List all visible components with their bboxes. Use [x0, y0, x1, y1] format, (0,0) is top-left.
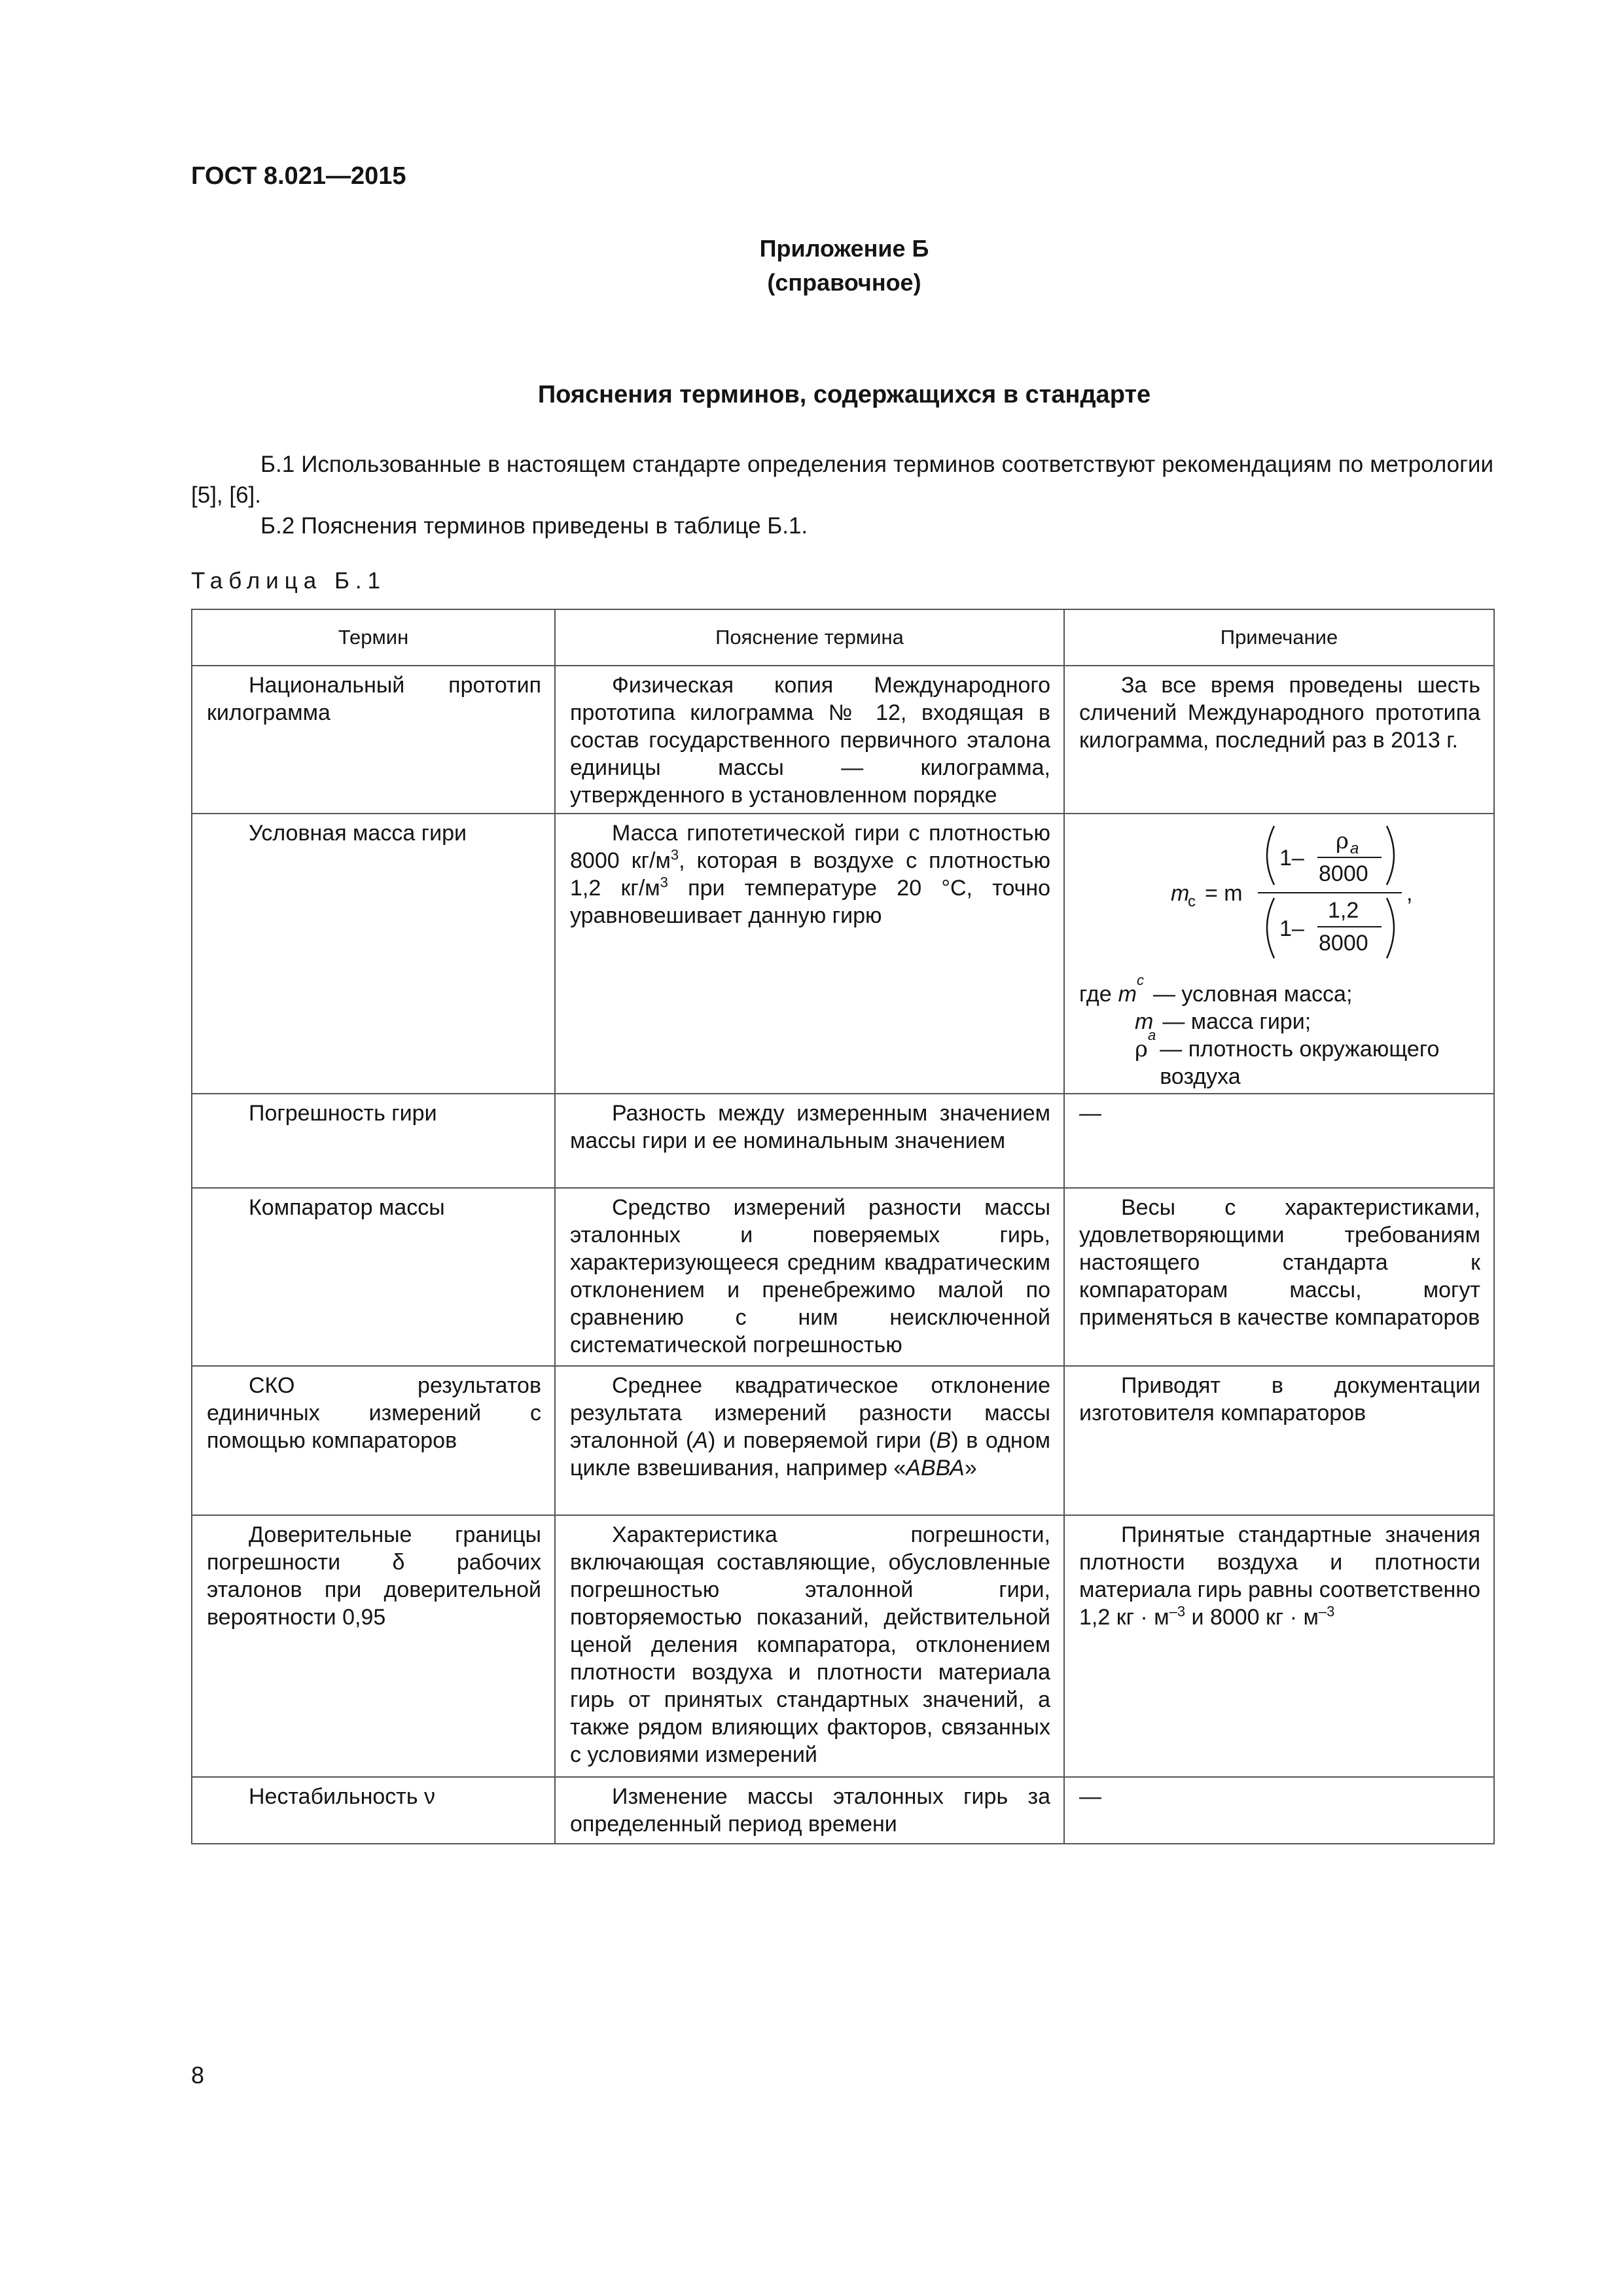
formula-one-minus-bottom: 1– [1279, 916, 1304, 941]
formula-svg [1079, 819, 1478, 970]
formula-lhs: m [1171, 881, 1190, 906]
formula-one-minus-top: 1– [1279, 846, 1304, 870]
formula-comma: , [1406, 881, 1413, 906]
formula-legend [1079, 972, 1480, 1090]
appendix-heading [0, 232, 1623, 300]
term-text: Условная масса гири [249, 821, 467, 846]
legend-text: — масса гири; [1162, 1009, 1311, 1034]
legend-row [1079, 1008, 1480, 1035]
cell-explanation [555, 1515, 1064, 1777]
explanation-text: Средство измерений разности массы эталонных и поверяемых гирь, характеризующееся средним квадратическим отклонением и пренебрежимо малой по сравнению с ним неисключенной систематической погрешностью [570, 1195, 1050, 1357]
note-text: Приводят в документации изготовителя компараторов [1079, 1373, 1480, 1426]
cell-note [1064, 1366, 1494, 1515]
explanation-text: Физическая копия Международного прототипа килограмма № 12, входящая в состав государственного первичного эталона единицы массы — килограмма, утвержденного в установленном порядке [570, 673, 1050, 808]
page-number: 8 [191, 2062, 205, 2089]
conventional-mass-formula [1079, 819, 1480, 970]
legend-symbol: m [1118, 982, 1137, 1007]
explanation-text: Среднее квадратическое отклонение результата измерений разности массы эталонной (А) и поверяемой гири (В) в одном цикле взвешивания, например «АВВА» [570, 1373, 1050, 1480]
cell-explanation [555, 1094, 1064, 1188]
explanation-text: Изменение массы эталонных гирь за определенный период времени [570, 1784, 1050, 1837]
cell-note [1064, 1777, 1494, 1844]
legend-symbol: m [1135, 1009, 1154, 1034]
table-row [192, 1366, 1494, 1515]
legend-text: — плотность окружающего воздуха [1160, 1037, 1440, 1089]
cell-term [192, 1366, 555, 1515]
note-text: Весы с характеристиками, удовлетворяющими требованиям настоящего стандарта к компараторам массы, могут применяться в качестве компараторов [1079, 1195, 1480, 1330]
table-header-row [192, 609, 1494, 666]
table-row [192, 666, 1494, 814]
cell-term [192, 1094, 555, 1188]
term-text: Национальный прототип килограмма [207, 673, 541, 725]
legend-symbol-sub: a [1148, 1027, 1156, 1043]
explanation-text: Характеристика погрешности, включающая составляющие, обусловленные погрешностью эталонной гири, повторяемостью показаний, действительной ценой деления компаратора, отклонением плотности воздуха и плотности материала гирь от принятых стандартных значений, а также рядом влияющих факторов, связанных с условиями измерений [570, 1522, 1050, 1767]
note-text: — [1079, 1784, 1101, 1809]
term-text: Компаратор массы [249, 1195, 445, 1220]
cell-term [192, 1515, 555, 1777]
legend-row [1079, 972, 1480, 1008]
legend-row [1079, 1027, 1480, 1090]
cell-note [1064, 1515, 1494, 1777]
table-caption: Таблица Б.1 [191, 568, 387, 594]
document-code: ГОСТ 8.021—2015 [191, 162, 406, 190]
where-label: где [1079, 982, 1112, 1007]
explanation-text: Масса гипотетической гири с плотностью 8000 $кг/м^3$, которая в воздухе с плотностью 1,2 $кг/м^3$ при температуре 20 °С, точно уравновешивает данную гирю [570, 821, 1050, 928]
cell-note [1064, 1188, 1494, 1366]
formula-rho: ρ [1336, 828, 1349, 854]
cell-explanation [555, 814, 1064, 1094]
cell-explanation [555, 1777, 1064, 1844]
appendix-subtitle: (справочное) [767, 269, 921, 296]
header-term: Термин [192, 609, 555, 666]
cell-term [192, 814, 555, 1094]
formula-eq: = m [1205, 881, 1243, 906]
explanation-text: Разность между измеренным значением массы гири и ее номинальным значением [570, 1101, 1050, 1153]
legend-symbol-sub: c [1136, 972, 1144, 988]
formula-den-den: 8000 [1319, 931, 1368, 956]
cell-term [192, 1777, 555, 1844]
note-text: — [1079, 1101, 1101, 1126]
cell-note [1064, 666, 1494, 814]
intro-text [191, 449, 1493, 541]
intro-paragraph-2: Б.2 Пояснения терминов приведены в таблице Б.1. [260, 513, 808, 539]
formula-den-num: 1,2 [1328, 898, 1359, 923]
legend-text: — условная масса; [1152, 982, 1353, 1007]
formula-rho-sub: a [1350, 840, 1359, 857]
formula-lhs-sub: c [1188, 893, 1196, 910]
legend-symbol: ρ [1135, 1036, 1148, 1062]
section-title: Пояснения терминов, содержащихся в стандарте [537, 381, 1151, 408]
appendix-title: Приложение Б [759, 235, 929, 262]
cell-note [1064, 1094, 1494, 1188]
term-text: Нестабильность ν [249, 1784, 435, 1809]
cell-explanation [555, 1188, 1064, 1366]
terms-table [191, 609, 1495, 1844]
header-note: Примечание [1064, 609, 1494, 666]
term-text: Погрешность гири [249, 1101, 437, 1126]
term-text: СКО результатов единичных измерений с помощью компараторов [207, 1373, 541, 1453]
header-explanation: Пояснение термина [555, 609, 1064, 666]
table-row [192, 814, 1494, 1094]
intro-paragraph-1: Б.1 Использованные в настоящем стандарте определения терминов соответствуют рекомендациям по метрологии [5], [6]. [191, 452, 1493, 508]
cell-explanation [555, 1366, 1064, 1515]
table-row [192, 1188, 1494, 1366]
formula-num-den: 8000 [1319, 861, 1368, 886]
table-row [192, 1094, 1494, 1188]
cell-term [192, 1188, 555, 1366]
table-row [192, 1515, 1494, 1777]
table-row [192, 1777, 1494, 1844]
cell-term [192, 666, 555, 814]
cell-note [1064, 814, 1494, 1094]
term-text: Доверительные границы погрешности δ рабочих эталонов при доверительной вероятности 0,95 [207, 1522, 541, 1630]
note-text: Принятые стандартные значения плотности воздуха и плотности материала гирь равны соответственно 1,2 кг · $м^{-3}$ и 8000 кг · $м^{-3}$ [1079, 1522, 1480, 1630]
note-text: За все время проведены шесть сличений Международного прототипа килограмма, последний раз в 2013 г. [1079, 673, 1480, 753]
cell-explanation [555, 666, 1064, 814]
